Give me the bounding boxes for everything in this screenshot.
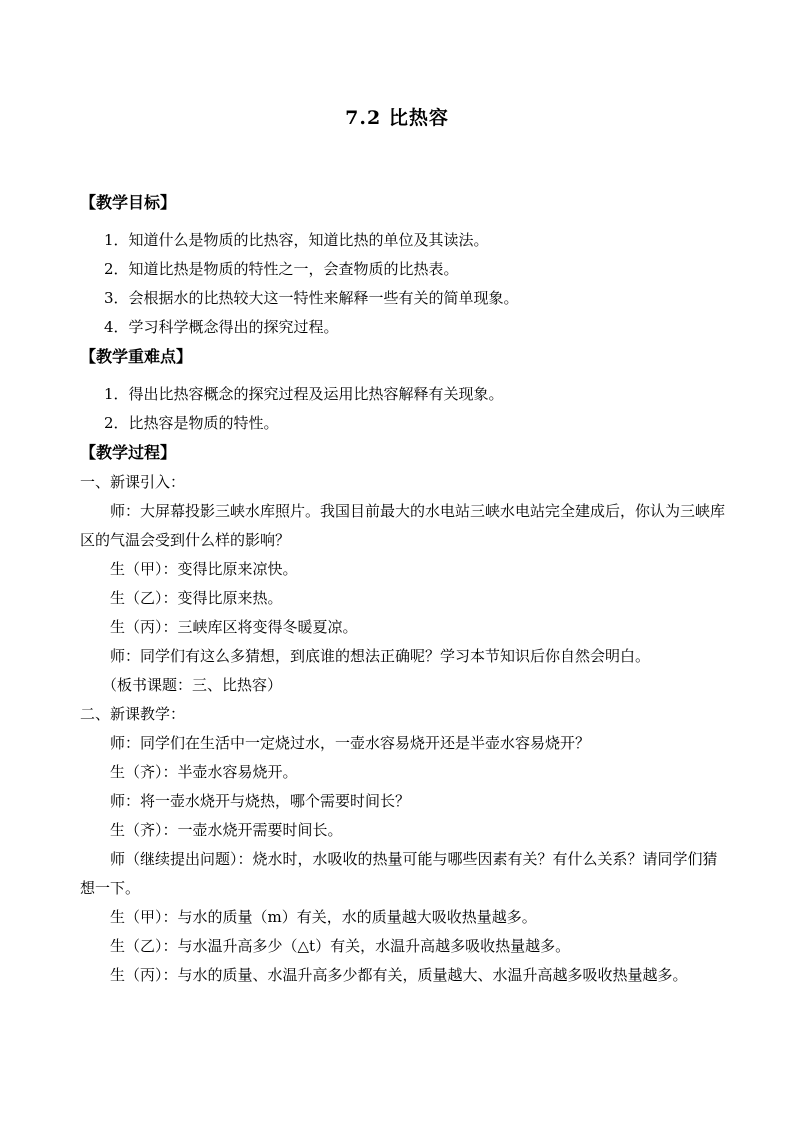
dialogue-line: 生（丙）：与水的质量、水温升高多少都有关，质量越大、水温升高越多吸收热量越多。 <box>110 966 688 984</box>
dialogue-line: 生（甲）：变得比原来凉快。 <box>110 560 298 578</box>
dialogue-line: 生（齐）：一壶水烧开需要时间长。 <box>110 821 343 839</box>
subsection-heading-teaching: 二、新课教学： <box>80 705 186 723</box>
dialogue-line: 生（丙）：三峡库区将变得冬暖夏凉。 <box>110 618 358 636</box>
document-body <box>80 188 728 990</box>
dialogue-line: 师：将一壶水烧开与烧热，哪个需要时间长？ <box>110 792 411 810</box>
dialogue-line: 师：大屏幕投影三峡水库照片。我国目前最大的水电站三峡水电站完全建成后，你认为三峡库区的气温会受到什么样的影响？ <box>80 502 726 549</box>
goal-item: 3．会根据水的比热较大这一特性来解释一些有关的简单现象。 <box>104 289 519 307</box>
goal-item: 2．知道比热是物质的特性之一，会查物质的比热表。 <box>104 260 459 278</box>
section-heading-process: 【教学过程】 <box>80 443 177 462</box>
dialogue-line: 生（甲）：与水的质量（m）有关，水的质量越大吸收热量越多。 <box>110 908 537 926</box>
subsection-heading-intro: 一、新课引入： <box>80 473 186 491</box>
section-heading-goals: 【教学目标】 <box>80 193 177 212</box>
goals-list <box>80 226 728 342</box>
dialogue-line: 师：同学们在生活中一定烧过水，一壶水容易烧开还是半壶水容易烧开？ <box>110 734 591 752</box>
dialogue-line: 生（齐）：半壶水容易烧开。 <box>110 763 298 781</box>
blackboard-note: （板书课题：三、比热容） <box>102 676 283 694</box>
dialogue-line: 生（乙）：与水温升高多少（△t）有关，水温升高越多吸收热量越多。 <box>110 937 571 955</box>
difficulty-item: 1．得出比热容概念的探究过程及运用比热容解释有关现象。 <box>104 385 504 403</box>
dialogue-line: 师（继续提出问题）：烧水时，水吸收的热量可能与哪些因素有关？有什么关系？请同学们猜想一下。 <box>80 850 718 897</box>
goal-item: 4．学习科学概念得出的探究过程。 <box>104 318 339 336</box>
dialogue-line: 师：同学们有这么多猜想，到底谁的想法正确呢？学习本节知识后你自然会明白。 <box>110 647 651 665</box>
difficulties-list <box>80 380 728 438</box>
dialogue-line: 生（乙）：变得比原来热。 <box>110 589 283 607</box>
section-heading-difficulties: 【教学重难点】 <box>80 347 193 366</box>
goal-item: 1．知道什么是物质的比热容，知道比热的单位及其读法。 <box>104 231 489 249</box>
difficulty-item: 2．比热容是物质的特性。 <box>104 414 279 432</box>
page-title: 7.2 比热容 <box>345 107 449 129</box>
